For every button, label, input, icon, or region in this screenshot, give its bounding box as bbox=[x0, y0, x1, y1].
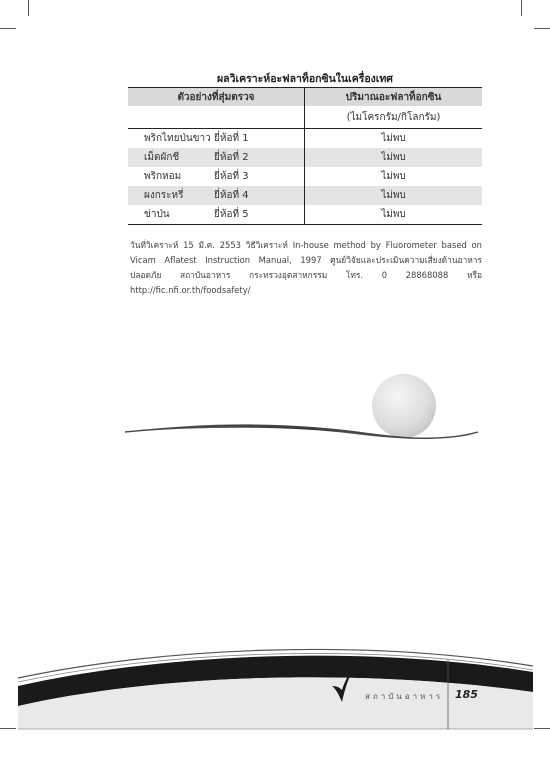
sample-name: ข่าป่น bbox=[128, 205, 214, 225]
crop-mark bbox=[521, 0, 522, 16]
table-header-row bbox=[128, 88, 482, 107]
source-note: วันที่วิเคราะห์ 15 มี.ค. 2553 วิธีวิเคราะห์ In-house method by Fluorometer based on Vicam Aflatest Instruction Manual, 1997 ศูนย์วิจัยและประเมินความเสี่ยงด้านอาหารปลอดภัย สถาบันอาหาร กระทรวงอุตสาหกรรม โทร. 0 28868088 หรือ http://fic.nfi.or.th/foodsafety/ bbox=[130, 240, 482, 295]
sphere-graphic bbox=[372, 374, 436, 438]
table-row bbox=[128, 186, 482, 205]
column-header-amount: ปริมาณอะฟลาท็อกซิน bbox=[305, 88, 483, 107]
sample-brand: ยี่ห้อที่ 4 bbox=[214, 186, 305, 205]
table-row bbox=[128, 167, 482, 186]
sample-brand: ยี่ห้อที่ 1 bbox=[214, 129, 305, 149]
table-row bbox=[128, 129, 482, 149]
subheader-blank bbox=[128, 106, 305, 129]
results-table bbox=[128, 87, 482, 225]
crop-mark bbox=[534, 28, 550, 29]
page-number: 185 bbox=[455, 688, 478, 701]
crop-mark bbox=[0, 28, 16, 29]
sample-result: ไม่พบ bbox=[305, 148, 483, 167]
sample-brand: ยี่ห้อที่ 2 bbox=[214, 148, 305, 167]
sample-result: ไม่พบ bbox=[381, 133, 406, 144]
sample-brand: ยี่ห้อที่ 5 bbox=[214, 205, 305, 225]
decorative-swoosh bbox=[0, 370, 550, 470]
sample-name: พริกหอม bbox=[144, 171, 182, 182]
table-title: ผลวิเคราะห์อะฟลาท็อกซินในเครื่องเทศ bbox=[217, 73, 393, 85]
sample-result: ไม่พบ bbox=[305, 205, 483, 225]
table-row bbox=[128, 148, 482, 167]
table-row bbox=[128, 205, 482, 225]
footer-org-name: สถาบันอาหาร bbox=[365, 692, 444, 701]
checkmark-logo-icon bbox=[331, 660, 361, 704]
sample-brand: ยี่ห้อที่ 3 bbox=[214, 167, 305, 186]
sample-name: เม็ดผักชี bbox=[128, 148, 214, 167]
sample-name: พริกไทยป่นขาว bbox=[144, 133, 211, 144]
sample-result: ไม่พบ bbox=[381, 171, 406, 182]
crop-mark bbox=[28, 0, 29, 16]
sample-name: ผงกระหรี่ bbox=[128, 186, 214, 205]
column-header-sample: ตัวอย่างที่สุ่มตรวจ bbox=[128, 88, 305, 107]
column-unit: (ไมโครกรัม/กิโลกรัม) bbox=[305, 106, 483, 129]
sample-result: ไม่พบ bbox=[305, 186, 483, 205]
table-subheader-row bbox=[128, 106, 482, 129]
